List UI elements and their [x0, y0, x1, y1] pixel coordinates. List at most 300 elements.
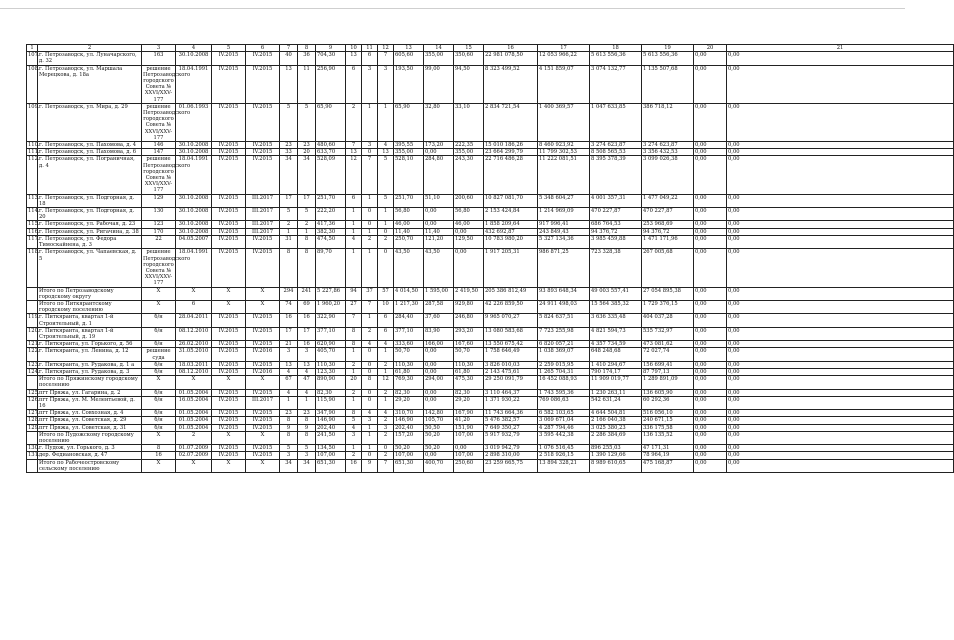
table-cell: 1 — [378, 103, 394, 141]
table-cell: 333,60 — [394, 341, 424, 348]
table-row — [27, 368, 954, 375]
table-cell: 50,70 — [394, 348, 424, 361]
table-cell: 01.05.2004 — [176, 417, 212, 424]
table-cell: 1 371 930,22 — [484, 396, 538, 409]
table-cell: пгт Пряжа, ул. Советская, д. 31 — [38, 424, 142, 431]
table-cell: 1 135 507,68 — [642, 65, 694, 103]
table-cell: 129. — [28, 424, 40, 431]
table-cell: 0,00 — [424, 221, 454, 228]
table-cell: 0,00 — [727, 314, 954, 327]
table-cell: 0,00 — [694, 103, 727, 141]
table-cell: 1 — [346, 221, 362, 228]
table-cell: 0,00 — [424, 368, 454, 375]
table-cell: IV.2015 — [212, 396, 246, 409]
table-cell: 114. — [27, 208, 38, 221]
table-cell: решение Петрозаводского городского Совета № XXVI/XXV-177 — [143, 156, 191, 194]
table-cell: 107,00 — [454, 452, 484, 459]
table-row — [27, 452, 954, 459]
table-cell: 13 550 675,42 — [484, 341, 538, 348]
table-cell: 23 664 299,79 — [484, 149, 538, 156]
column-number: 12 — [378, 45, 394, 52]
table-cell: 3 — [280, 452, 298, 459]
table-cell: 7 — [362, 156, 378, 194]
table-cell: 3 636 335,48 — [590, 314, 642, 327]
table-cell: 6 820 057,21 — [538, 341, 590, 348]
table-cell: г. Петрозаводск, ул. Маршала Мерецкова, д. 18а — [38, 65, 142, 103]
table-row — [27, 221, 954, 228]
column-number: 13 — [394, 45, 424, 52]
table-cell: 33,10 — [454, 103, 484, 141]
table-cell: 0,00 — [727, 142, 954, 149]
table-cell: 0,00 — [454, 249, 484, 287]
table-cell: 27 — [346, 300, 362, 313]
table-cell: 122. — [27, 348, 38, 361]
table-cell: 6 — [378, 314, 394, 327]
table-cell: IV.2015 — [246, 314, 280, 327]
table-cell: Итого по Петрозаводскому городскому округу — [38, 287, 142, 300]
table-cell: 382,30 — [316, 228, 346, 235]
table-cell: IV.2015 — [246, 52, 280, 65]
table-cell: 129 — [142, 194, 176, 207]
table-cell: 23 — [280, 142, 298, 149]
table-cell: 651,30 — [316, 459, 346, 472]
table-cell: 0,00 — [694, 417, 727, 424]
table-cell: 400,70 — [424, 459, 454, 472]
table-cell: IV.2015 — [212, 228, 246, 235]
table-cell — [27, 459, 38, 472]
table-cell: 4 644 504,81 — [590, 410, 642, 417]
table-cell: III.2017 — [246, 228, 280, 235]
table-cell: IV.2015 — [212, 424, 246, 431]
table-cell: X — [212, 376, 246, 389]
table-cell: 89,70 — [316, 249, 346, 287]
table-cell: IV.2015 — [246, 417, 280, 424]
table-cell: 119. — [27, 314, 38, 327]
table-cell: 04.05.2007 — [176, 235, 212, 248]
table-cell: 2 — [378, 452, 394, 459]
table-cell: 1 — [362, 194, 378, 207]
table-cell: 2 166 040,38 — [590, 417, 642, 424]
table-cell: 01.05.2004 — [176, 410, 212, 417]
register-table-container — [26, 44, 954, 473]
table-cell: 336 175,58 — [642, 424, 694, 431]
table-cell: 1 214 969,09 — [538, 208, 590, 221]
table-cell: 0,00 — [727, 417, 954, 424]
table-cell: X — [176, 459, 212, 472]
table-cell: 0,00 — [727, 459, 954, 472]
table-row — [27, 65, 954, 103]
table-cell: 110. — [28, 142, 40, 149]
table-cell: 4 — [378, 410, 394, 417]
table-cell: 896 255,03 — [590, 445, 642, 452]
table-cell: 8 — [142, 445, 176, 452]
table-cell: 1 — [280, 228, 298, 235]
table-cell: 11,40 — [424, 228, 454, 235]
table-cell: 124. — [28, 368, 40, 375]
table-cell: IV.2015 — [212, 452, 246, 459]
table-cell: 2 419,50 — [454, 287, 484, 300]
table-cell: 34 — [280, 156, 298, 194]
table-cell: IV.2015 — [212, 348, 246, 361]
table-cell: Итого по Рабочеостровскому сельскому поселению — [38, 459, 142, 472]
table-cell: 256,90 — [316, 65, 346, 103]
table-cell: 1 — [298, 228, 316, 235]
table-cell: 0,00 — [727, 228, 954, 235]
table-cell: 1 038 369,07 — [538, 348, 590, 361]
table-cell: 2 — [298, 221, 316, 228]
table-cell: 0,00 — [694, 410, 727, 417]
table-cell: 34 — [298, 156, 316, 194]
table-cell: 0,00 — [694, 149, 727, 156]
table-cell: IV.2015 — [246, 424, 280, 431]
table-cell: 0,00 — [727, 235, 954, 248]
table-cell: 8 — [346, 341, 362, 348]
table-cell: 5 — [298, 103, 316, 141]
table-cell: 1 471 171,96 — [642, 235, 694, 248]
table-cell: 0,00 — [694, 327, 727, 340]
table-cell: 13 — [346, 149, 362, 156]
table-cell: решение Петрозаводского городского Совета № XXVI/XXV-177 — [143, 249, 191, 287]
table-cell: 30.10.2008 — [176, 142, 212, 149]
table-cell: 0,00 — [694, 341, 727, 348]
table-cell: Итого по Пудожскому городскому поселению — [38, 431, 142, 444]
table-cell: б/н — [142, 327, 176, 340]
table-cell: 0 — [362, 452, 378, 459]
table-cell: 0,00 — [694, 431, 727, 444]
table-cell: 5 — [378, 156, 394, 194]
table-cell: 294 — [280, 287, 298, 300]
table-cell: 110,30 — [316, 361, 346, 368]
table-cell: 57 — [378, 287, 394, 300]
table-cell: 107,00 — [394, 452, 424, 459]
table-cell: 0 — [378, 445, 394, 452]
table-cell: 27 054 895,38 — [642, 287, 694, 300]
table-cell: 0,00 — [424, 348, 454, 361]
table-cell: 267 005,68 — [642, 249, 694, 287]
table-row — [27, 410, 954, 417]
table-cell: 6 582 103,65 — [538, 410, 590, 417]
table-cell: X — [176, 287, 212, 300]
table-cell: 240 671,15 — [642, 417, 694, 424]
table-cell: 8 — [362, 376, 378, 389]
table-cell: 65,90 — [316, 103, 346, 141]
table-cell: 13 — [346, 52, 362, 65]
table-cell: 4 — [362, 410, 378, 417]
table-cell: 136 135,52 — [642, 431, 694, 444]
table-cell: 470 227,87 — [590, 208, 642, 221]
column-number: 21 — [727, 45, 954, 52]
table-cell: 43,50 — [424, 249, 454, 287]
table-cell: 890,90 — [316, 376, 346, 389]
table-cell: 377,10 — [394, 327, 424, 340]
table-cell: 0,00 — [694, 300, 727, 313]
table-cell: пгт Пряжа, ул. Гагарина, д. 2 — [38, 389, 142, 396]
table-cell: 18.03.2011 — [176, 361, 212, 368]
table-cell: 123,30 — [316, 368, 346, 375]
table-cell: 83,90 — [424, 327, 454, 340]
table-cell: 10 783 980,20 — [484, 235, 538, 248]
table-cell: IV.2015 — [212, 361, 246, 368]
table-cell: 12 — [346, 156, 362, 194]
table-cell: 769 086,63 — [538, 396, 590, 409]
table-cell: 0,00 — [727, 396, 954, 409]
table-cell: 82,30 — [394, 389, 424, 396]
table-cell: 08.12.2010 — [176, 368, 212, 375]
table-cell: 13 — [280, 361, 298, 368]
table-row — [27, 327, 954, 340]
table-cell: 134,50 — [316, 445, 346, 452]
table-cell: 4 001 357,31 — [590, 194, 642, 207]
table-cell: 2 — [378, 431, 394, 444]
table-cell: 386 718,12 — [642, 103, 694, 141]
table-cell: 0,00 — [727, 452, 954, 459]
table-cell: 3 274 623,87 — [590, 142, 642, 149]
subtotal-row — [27, 431, 954, 444]
table-cell: 8 — [280, 249, 298, 287]
table-cell: 1 — [362, 424, 378, 431]
column-number: 10 — [346, 45, 362, 52]
table-cell: IV.2015 — [246, 149, 280, 156]
table-cell: 417,36 — [316, 221, 346, 228]
table-cell: 28.04.2011 — [176, 314, 212, 327]
table-cell: IV.2015 — [212, 208, 246, 221]
table-cell: 5 — [298, 208, 316, 221]
table-cell: 1 — [378, 208, 394, 221]
table-cell: IV.2015 — [212, 103, 246, 141]
table-cell: IV.2015 — [212, 341, 246, 348]
table-cell: 32,80 — [424, 103, 454, 141]
table-cell: 56,80 — [454, 208, 484, 221]
table-cell: 8 395 378,39 — [590, 156, 642, 194]
table-cell: 2 834 721,54 — [484, 103, 538, 141]
table-cell: X — [212, 300, 246, 313]
table-cell: пгт Пряжа, ул. М. Мелентьевой, д. 16 — [38, 396, 142, 409]
table-cell: 377,10 — [316, 327, 346, 340]
table-cell: 1 595,00 — [424, 287, 454, 300]
table-cell: 0,00 — [424, 208, 454, 221]
table-cell: 29,20 — [454, 396, 484, 409]
table-cell: 2 — [378, 361, 394, 368]
column-number-row — [27, 45, 954, 52]
table-cell: 128. — [28, 417, 40, 424]
table-cell: 02.07.2009 — [176, 452, 212, 459]
table-cell: 1 — [280, 396, 298, 409]
table-cell: 18.04.1991 — [176, 156, 212, 194]
table-cell: г. Питкяранта, ул. Ленина, д. 12 — [38, 348, 142, 361]
table-cell: 7 — [378, 52, 394, 65]
table-cell: X — [212, 431, 246, 444]
table-cell: 118. — [27, 249, 38, 287]
table-cell: X — [142, 376, 176, 389]
table-cell: 0 — [378, 228, 394, 235]
table-cell: 107. — [27, 52, 38, 65]
table-cell: 94 376,72 — [642, 228, 694, 235]
table-cell: 108. — [27, 65, 38, 103]
table-cell: 1 — [346, 396, 362, 409]
table-cell: 11 — [298, 65, 316, 103]
column-number: 3 — [142, 45, 176, 52]
table-cell: 1 — [346, 208, 362, 221]
table-cell: 0,00 — [694, 376, 727, 389]
table-cell: 1 477 049,22 — [642, 194, 694, 207]
table-cell: 0,00 — [694, 156, 727, 194]
table-row — [27, 194, 954, 207]
table-cell: IV.2015 — [246, 103, 280, 141]
table-cell: 1 — [362, 314, 378, 327]
table-cell: 5 — [280, 103, 298, 141]
table-cell: г. Питкяранта, ул. Горького, д. 56 — [38, 341, 142, 348]
table-cell: г. Питкяранта, ул. Рудакова, д. 3 — [38, 368, 142, 375]
table-cell: 294,00 — [424, 376, 454, 389]
table-cell: X — [142, 287, 176, 300]
table-cell: 2 — [378, 417, 394, 424]
table-cell: 222,20 — [316, 208, 346, 221]
table-cell: б/н — [142, 424, 176, 431]
table-row — [27, 445, 954, 452]
table-cell: 08.12.2010 — [176, 327, 212, 340]
table-cell: 12 — [378, 376, 394, 389]
table-cell: X — [142, 431, 176, 444]
table-cell: 120. — [27, 327, 38, 340]
table-cell: 16 452 088,93 — [538, 376, 590, 389]
table-cell: 355,00 — [394, 149, 424, 156]
table-row — [27, 314, 954, 327]
table-cell: решение Петрозаводского городского Совета № XXVI/XXV-177 — [143, 103, 191, 141]
table-cell: 1 758 646,49 — [484, 348, 538, 361]
table-cell: 2 — [346, 103, 362, 141]
table-cell: Итого по Питкярантскому городскому поселению — [38, 300, 142, 313]
table-cell: 8 — [280, 431, 298, 444]
table-cell: 3 985 459,88 — [590, 235, 642, 248]
table-cell: IV.2015 — [212, 149, 246, 156]
table-cell: 99,00 — [424, 65, 454, 103]
column-number: 17 — [538, 45, 590, 52]
subtotal-row — [27, 376, 954, 389]
table-cell: 5 348 604,27 — [538, 194, 590, 207]
table-cell — [27, 300, 38, 313]
table-cell: 146 — [142, 142, 176, 149]
table-cell: г. Петрозаводск, ул. Федора Тимоскайнена, д. 3 — [38, 235, 142, 248]
table-row — [27, 52, 954, 65]
table-cell: 243 849,43 — [538, 228, 590, 235]
table-cell: IV.2016 — [246, 348, 280, 361]
table-cell: IV.2015 — [212, 314, 246, 327]
table-cell: 41,20 — [454, 417, 484, 424]
table-cell: 12 053 966,22 — [538, 52, 590, 65]
table-cell: IV.2015 — [246, 341, 280, 348]
table-cell: 8 — [298, 431, 316, 444]
table-cell: 47 171,31 — [642, 445, 694, 452]
table-cell: IV.2015 — [246, 142, 280, 149]
table-cell: IV.2015 — [246, 389, 280, 396]
table-cell: г. Петрозаводск, ул. Ригачина, д. 38 — [38, 228, 142, 235]
table-cell: 0,00 — [727, 103, 954, 141]
table-cell: 6 — [378, 327, 394, 340]
table-cell: 17 — [298, 194, 316, 207]
table-cell: 78 964,19 — [642, 452, 694, 459]
table-cell: 01.05.2004 — [176, 389, 212, 396]
table-cell: 0,00 — [694, 142, 727, 149]
table-cell: 3 356 432,53 — [642, 149, 694, 156]
table-cell: 42 226 859,50 — [484, 300, 538, 313]
table-cell: 2 — [378, 389, 394, 396]
table-cell: 5 227,86 — [316, 287, 346, 300]
table-cell: 50,20 — [394, 445, 424, 452]
table-cell: 47 — [298, 376, 316, 389]
table-cell: 0,00 — [694, 452, 727, 459]
table-cell: IV.2015 — [212, 235, 246, 248]
table-cell: IV.2015 — [212, 52, 246, 65]
table-cell: 13 — [280, 65, 298, 103]
table-cell: 36 — [298, 52, 316, 65]
table-cell: 7 — [346, 314, 362, 327]
table-cell: 173,20 — [424, 142, 454, 149]
table-cell: 8 — [280, 417, 298, 424]
table-cell: 4 — [346, 424, 362, 431]
table-cell: 251,70 — [316, 194, 346, 207]
table-cell: 51,10 — [424, 194, 454, 207]
table-cell: 0 — [362, 221, 378, 228]
table-cell: 121,20 — [424, 235, 454, 248]
table-cell: Итого по Пряжинскому городскому поселению — [38, 376, 142, 389]
table-cell: 0,00 — [727, 368, 954, 375]
table-cell: 3 074 132,77 — [590, 65, 642, 103]
column-number: 16 — [484, 45, 538, 52]
table-cell: 3 019 942,79 — [484, 445, 538, 452]
table-cell: 31 — [280, 235, 298, 248]
table-cell: 474,50 — [316, 235, 346, 248]
table-cell: IV.2015 — [246, 327, 280, 340]
table-cell: 69 — [298, 300, 316, 313]
table-cell: 516 056,10 — [642, 410, 694, 417]
table-cell: б/н — [142, 314, 176, 327]
table-cell: 0,00 — [694, 52, 727, 65]
table-cell: 0,00 — [694, 314, 727, 327]
table-cell: 10 827 081,70 — [484, 194, 538, 207]
register-table — [26, 44, 954, 473]
table-cell: б/н — [142, 417, 176, 424]
table-cell: IV.2015 — [246, 65, 280, 103]
table-cell: 50,50 — [424, 424, 454, 431]
table-cell: 30.10.2008 — [176, 52, 212, 65]
table-cell: 9 — [362, 459, 378, 472]
table-cell: 5 — [298, 445, 316, 452]
table-cell: 61,80 — [394, 368, 424, 375]
table-cell: 115,90 — [316, 396, 346, 409]
table-row — [27, 348, 954, 361]
table-cell: 11,40 — [394, 228, 424, 235]
table-row — [27, 361, 954, 368]
table-cell: 3 025 380,23 — [590, 424, 642, 431]
table-cell: 37,60 — [424, 314, 454, 327]
table-cell: 473 081,62 — [642, 341, 694, 348]
table-cell: г. Петрозаводск, ул. Рабочая, д. 23 — [38, 221, 142, 228]
table-cell: 56,80 — [394, 208, 424, 221]
table-cell: 0,00 — [727, 194, 954, 207]
table-cell: 4 — [280, 389, 298, 396]
table-cell: 15 564 385,32 — [590, 300, 642, 313]
table-cell: 67 — [280, 376, 298, 389]
table-cell: г. Петрозаводск, ул. Луначарского, д. 32 — [38, 52, 142, 65]
table-row — [27, 389, 954, 396]
table-cell: 5 327 134,36 — [538, 235, 590, 248]
table-cell: IV.2015 — [212, 327, 246, 340]
table-cell: 2 — [346, 452, 362, 459]
table-cell: III.2017 — [246, 221, 280, 228]
table-cell: 1 729 376,15 — [642, 300, 694, 313]
table-cell: 110,30 — [454, 361, 484, 368]
table-cell: 0,00 — [727, 65, 954, 103]
